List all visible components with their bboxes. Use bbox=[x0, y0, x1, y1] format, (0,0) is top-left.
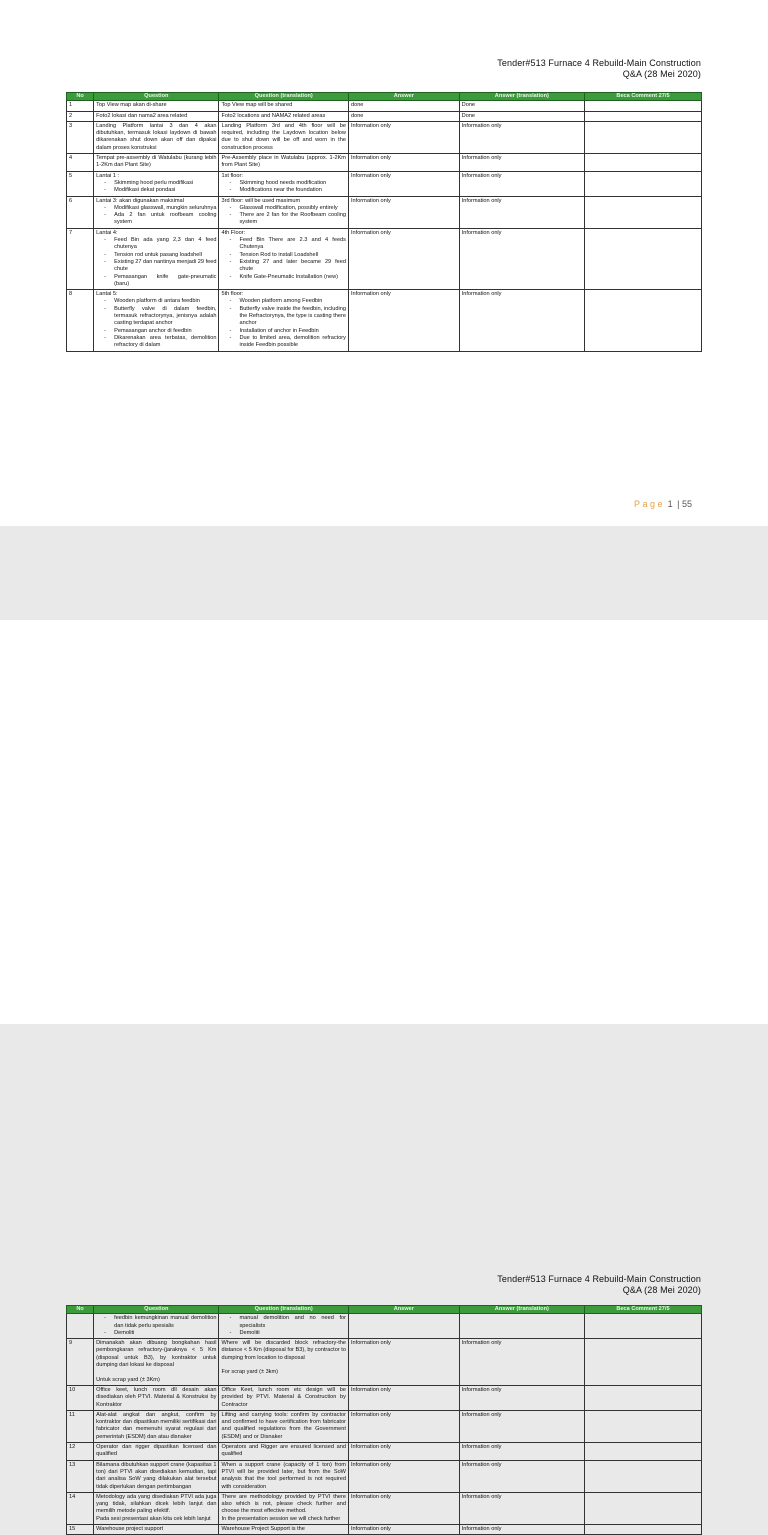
question-translation-bullet-item: - Demoliti bbox=[239, 1330, 346, 1337]
answer-translation-cell: Information only bbox=[459, 1443, 584, 1461]
question-translation-cell bbox=[219, 121, 349, 153]
col-header-answer-translation: Answer (translation) bbox=[459, 1306, 584, 1314]
answer-translation-cell: Information only bbox=[459, 196, 584, 228]
beca-comment-cell bbox=[585, 290, 702, 351]
question-text: Foto2 lokasi dan nama2 area related bbox=[96, 112, 188, 119]
question-cell bbox=[94, 1443, 219, 1461]
table-row bbox=[67, 121, 702, 153]
row-number: 9 bbox=[67, 1339, 94, 1386]
question-bullet-list bbox=[96, 205, 216, 227]
answer-translation-cell: Information only bbox=[459, 1385, 584, 1410]
col-header-question-translation: Question (translation) bbox=[219, 93, 349, 101]
question-translation-cell bbox=[219, 1460, 349, 1492]
question-translation-text: In the presentation session we will check further bbox=[221, 1515, 341, 1522]
answer-translation-cell: Information only bbox=[459, 1492, 584, 1524]
table-row bbox=[67, 1410, 702, 1442]
question-text: Tempat pre-assembly di Watulabu (kurang lebih 1-2Km dari Plant Site) bbox=[96, 155, 217, 169]
question-text: Warehouse project support bbox=[96, 1526, 164, 1533]
question-translation-cell bbox=[219, 1410, 349, 1442]
question-bullet-list bbox=[96, 1315, 216, 1337]
question-translation-cell bbox=[219, 1339, 349, 1386]
question-translation-bullet-item: - Wooden platform among Feedbin bbox=[239, 298, 346, 305]
page-footer bbox=[634, 499, 692, 509]
answer-cell: Information only bbox=[348, 1525, 459, 1535]
question-bullet-item: - Modifikasi glasswall, mungkin seluruhnya bbox=[114, 205, 216, 212]
answer-translation-cell: Information only bbox=[459, 154, 584, 172]
page-header bbox=[497, 58, 701, 80]
question-translation-bullet-item: - Tension Rod to install Loadshell bbox=[239, 252, 346, 259]
beca-comment-cell bbox=[585, 121, 702, 153]
beca-comment-cell bbox=[585, 1339, 702, 1386]
question-translation-text: Lifting and carrying tools: confirm by contractor and confirmed to have certification from fabricator and qualified regulations from the Government (ESDM) and or Disnaker bbox=[221, 1411, 346, 1440]
qa-table bbox=[66, 92, 702, 352]
col-header-question-translation: Question (translation) bbox=[219, 1306, 349, 1314]
qa-table bbox=[66, 1305, 702, 1535]
beca-comment-cell bbox=[585, 171, 702, 196]
question-translation-bullet-list bbox=[221, 205, 346, 227]
answer-cell: Information only bbox=[348, 1460, 459, 1492]
question-translation-bullet-item: - Due to limited area, demolition refractory inside Feedbin possible bbox=[239, 335, 346, 350]
beca-comment-cell bbox=[585, 111, 702, 121]
question-translation-text: There are methodology provided by PTVI there also which is not, please check further and choose the most effective method. bbox=[221, 1493, 346, 1515]
table-row bbox=[67, 1492, 702, 1524]
table-row bbox=[67, 111, 702, 121]
beca-comment-cell bbox=[585, 1492, 702, 1524]
beca-comment-cell bbox=[585, 1460, 702, 1492]
question-bullet-item: - Demoliti bbox=[114, 1330, 216, 1337]
answer-translation-cell: Done bbox=[459, 101, 584, 111]
page-gap bbox=[0, 526, 768, 620]
row-number: 15 bbox=[67, 1525, 94, 1535]
document-page-1 bbox=[0, 0, 768, 526]
question-text: Bilamana dibutuhkan support crane (kapasitas 1 ton) dari PTVI akan disediakan kemudian, tapi dari analisa SoW yang dilakukan alat tersebut tidak diperlukan dengan pertimbangan bbox=[96, 1461, 217, 1490]
row-number: 11 bbox=[67, 1410, 94, 1442]
question-translation-text: For scrap yard (± 3km) bbox=[221, 1369, 278, 1376]
qa-date: Q&A (28 Mei 2020) bbox=[622, 69, 701, 79]
row-number: 14 bbox=[67, 1492, 94, 1524]
question-translation-bullet-item: - Existing 27 and later became 29 feed chute bbox=[239, 259, 346, 274]
question-bullet-list bbox=[96, 180, 216, 195]
question-bullet-item: - Tension rod untuk pasang loadshell bbox=[114, 252, 216, 259]
answer-cell: Information only bbox=[348, 171, 459, 196]
page-header bbox=[497, 1274, 701, 1296]
question-translation-text: Top View map will be shared bbox=[221, 102, 293, 109]
question-translation-cell bbox=[219, 1314, 349, 1339]
question-translation-text bbox=[221, 1362, 346, 1369]
question-translation-bullet-list bbox=[221, 1315, 346, 1337]
col-header-answer: Answer bbox=[348, 93, 459, 101]
question-cell bbox=[94, 1460, 219, 1492]
question-cell bbox=[94, 111, 219, 121]
table-row bbox=[67, 1339, 702, 1386]
row-number: 10 bbox=[67, 1385, 94, 1410]
question-bullet-item: - Existing 27 dan nantinya menjadi 29 feed chute bbox=[114, 259, 216, 274]
answer-cell: Information only bbox=[348, 228, 459, 289]
question-cell bbox=[94, 154, 219, 172]
question-translation-cell bbox=[219, 290, 349, 351]
question-translation-cell bbox=[219, 154, 349, 172]
question-translation-text: Foto2 locations and NAMA2 related areas bbox=[221, 112, 326, 119]
answer-cell: Information only bbox=[348, 121, 459, 153]
answer-translation-cell: Done bbox=[459, 111, 584, 121]
answer-cell: Information only bbox=[348, 290, 459, 351]
col-header-answer: Answer bbox=[348, 1306, 459, 1314]
col-header-no: No bbox=[67, 1306, 94, 1314]
row-number: 2 bbox=[67, 111, 94, 121]
col-header-beca-comment: Beca Comment 27/5 bbox=[585, 1306, 702, 1314]
col-header-no: No bbox=[67, 93, 94, 101]
question-cell bbox=[94, 171, 219, 196]
answer-translation-cell: Information only bbox=[459, 1460, 584, 1492]
question-translation-bullet-item: - There are 2 fan for the Roofbeam cooling system bbox=[239, 212, 346, 227]
question-translation-text: Warehouse Project Support is the bbox=[221, 1526, 305, 1533]
tender-title: Tender#513 Furnace 4 Rebuild-Main Construction bbox=[497, 58, 701, 68]
answer-translation-cell: Information only bbox=[459, 1410, 584, 1442]
question-text: Lantai 5: bbox=[96, 291, 118, 298]
question-text bbox=[96, 1369, 216, 1376]
row-number: 7 bbox=[67, 228, 94, 289]
question-text: Landing Platform lantai 3 dan 4 akan dibutuhkan, termasuk lokasi laydown di bawah dikarenakan shut down akan off dan dipakai dalam proses konstruksi bbox=[96, 122, 217, 151]
answer-translation-cell bbox=[459, 1314, 584, 1339]
question-bullet-item: - Ada 2 fan untuk roofbeam cooling system bbox=[114, 212, 216, 227]
question-translation-cell bbox=[219, 1525, 349, 1535]
question-cell bbox=[94, 1525, 219, 1535]
table-header-row bbox=[67, 93, 702, 101]
question-translation-cell bbox=[219, 101, 349, 111]
question-translation-bullet-list bbox=[221, 237, 346, 281]
question-bullet-item: - Dikarenakan area terbatas, demolition refractory di dalam bbox=[114, 335, 216, 350]
question-cell bbox=[94, 196, 219, 228]
question-translation-bullet-item: - Modifications near the foundation bbox=[239, 187, 346, 194]
beca-comment-cell bbox=[585, 1410, 702, 1442]
question-text: Pada sesi presentasi akan kita cek lebih lanjut bbox=[96, 1515, 211, 1522]
question-text: Dimanakah akan dibuang bongkahan hasil pembongkaran refractory-(jaraknya < 5 Km (disposal untuk B3), by kontraktor untuk dumping dari lokasi ke disposal bbox=[96, 1340, 217, 1369]
beca-comment-cell bbox=[585, 228, 702, 289]
row-number bbox=[67, 1314, 94, 1339]
question-translation-bullet-list bbox=[221, 298, 346, 349]
question-translation-bullet-item: - Butterfly valve inside the feedbin, including the Refractorynya, the type is casting there anchor bbox=[239, 306, 346, 328]
table-row bbox=[67, 1314, 702, 1339]
qa-date: Q&A (28 Mei 2020) bbox=[622, 1285, 701, 1295]
beca-comment-cell bbox=[585, 154, 702, 172]
table-header-row bbox=[67, 1306, 702, 1314]
question-text: Lantai 3: akan digunakan maksimal bbox=[96, 197, 184, 204]
table-row bbox=[67, 1385, 702, 1410]
question-translation-cell bbox=[219, 111, 349, 121]
answer-cell: done bbox=[348, 101, 459, 111]
question-translation-cell bbox=[219, 1385, 349, 1410]
beca-comment-cell bbox=[585, 1525, 702, 1535]
row-number: 8 bbox=[67, 290, 94, 351]
answer-cell: Information only bbox=[348, 154, 459, 172]
table-row bbox=[67, 228, 702, 289]
question-translation-text: When a support crane (capacity of 1 ton) from PTVI will be provided later, but from the SoW analysis that the tool performed is not required with consideration bbox=[221, 1461, 346, 1490]
question-cell bbox=[94, 101, 219, 111]
answer-cell: Information only bbox=[348, 1492, 459, 1524]
page-word: Page bbox=[634, 499, 666, 509]
question-cell bbox=[94, 121, 219, 153]
question-translation-cell bbox=[219, 171, 349, 196]
answer-cell: Information only bbox=[348, 196, 459, 228]
beca-comment-cell bbox=[585, 1314, 702, 1339]
question-translation-text: 1st floor: bbox=[221, 172, 243, 179]
question-translation-bullet-list bbox=[221, 180, 346, 195]
answer-translation-cell: Information only bbox=[459, 1339, 584, 1386]
row-number: 6 bbox=[67, 196, 94, 228]
col-header-question: Question bbox=[94, 93, 219, 101]
question-text: Office keet, lunch room dll desain akan disediakan oleh PTVI. Material & Konstruksi by Kontraktor bbox=[96, 1386, 217, 1408]
question-text: Lantai 1 : bbox=[96, 172, 120, 179]
question-translation-bullet-item: - Glasswall modification, possibly entirely bbox=[239, 205, 346, 212]
answer-translation-cell: Information only bbox=[459, 1525, 584, 1535]
question-translation-text: Where will be discarded block refractory-the distance < 5 Km (disposal for B3), by contractor to dumping from location to disposal bbox=[221, 1340, 346, 1361]
question-translation-text: Operators and Rigger are ensured licensed and qualified bbox=[221, 1444, 346, 1458]
table-row bbox=[67, 1443, 702, 1461]
answer-translation-cell: Information only bbox=[459, 290, 584, 351]
page-total: 55 bbox=[681, 499, 692, 509]
question-text: Lantai 4: bbox=[96, 229, 118, 236]
row-number: 3 bbox=[67, 121, 94, 153]
document-page-2 bbox=[0, 620, 768, 1533]
question-translation-cell bbox=[219, 196, 349, 228]
question-bullet-item: - Butterfly valve di dalam feedbin, termasuk refractorynya, jenisnya adalah casting terdapat anchor bbox=[114, 306, 216, 328]
answer-cell: Information only bbox=[348, 1410, 459, 1442]
row-number: 4 bbox=[67, 154, 94, 172]
beca-comment-cell bbox=[585, 1443, 702, 1461]
answer-translation-cell: Information only bbox=[459, 171, 584, 196]
answer-cell: Information only bbox=[348, 1385, 459, 1410]
answer-cell: Information only bbox=[348, 1339, 459, 1386]
answer-translation-cell: Information only bbox=[459, 121, 584, 153]
question-bullet-item: - Skimming hood perlu modifikasi bbox=[114, 180, 216, 187]
beca-comment-cell bbox=[585, 196, 702, 228]
question-text: Top View map akan di-share bbox=[96, 102, 167, 109]
question-text: Untuk scrap yard (± 3Km) bbox=[96, 1376, 160, 1383]
question-translation-text: Pre-Assembly place in Watulabu (approx. 1-2Km from Plant Site) bbox=[221, 155, 346, 169]
question-translation-bullet-item: - Feed Bin There are 2.3 and 4 feeds Chutenya bbox=[239, 237, 346, 252]
question-bullet-list bbox=[96, 298, 216, 349]
question-cell bbox=[94, 1492, 219, 1524]
question-translation-cell bbox=[219, 1443, 349, 1461]
table-row bbox=[67, 1460, 702, 1492]
question-text: Operator dan rigger dipastikan licensed dan qualified bbox=[96, 1444, 217, 1458]
question-translation-cell bbox=[219, 1492, 349, 1524]
question-text: Metodology ada yang disediakan PTVI ada juga yang tidak, silahkan dicek lebih lanjut dan memilih metode paling efektif. bbox=[96, 1493, 217, 1515]
table-row bbox=[67, 290, 702, 351]
question-bullet-item: - Modifikasi dekat pondasi bbox=[114, 187, 216, 194]
question-cell bbox=[94, 1410, 219, 1442]
table-row bbox=[67, 171, 702, 196]
answer-cell bbox=[348, 1314, 459, 1339]
table-row bbox=[67, 1525, 702, 1535]
table-row bbox=[67, 101, 702, 111]
page-separator: | bbox=[677, 499, 680, 509]
question-translation-bullet-item: - Installation of anchor in Feedbin bbox=[239, 328, 346, 335]
answer-translation-cell: Information only bbox=[459, 228, 584, 289]
row-number: 13 bbox=[67, 1460, 94, 1492]
question-bullet-item: - Feed Bin ada yang 2,3 dan 4 feed chutenya bbox=[114, 237, 216, 252]
question-bullet-item: - Wooden platform di antara feedbin bbox=[114, 298, 216, 305]
question-cell bbox=[94, 228, 219, 289]
tender-title: Tender#513 Furnace 4 Rebuild-Main Construction bbox=[497, 1274, 701, 1284]
question-translation-text: 3rd floor: will be used maximum bbox=[221, 197, 301, 204]
question-translation-text: Office Keet, lunch room etc design will be provided by PTVI. Material & Construction by Contractor bbox=[221, 1386, 346, 1408]
row-number: 12 bbox=[67, 1443, 94, 1461]
beca-comment-cell bbox=[585, 101, 702, 111]
row-number: 1 bbox=[67, 101, 94, 111]
question-bullet-list bbox=[96, 237, 216, 288]
question-bullet-item: - Pemasangan knife gate-pneumatic (baru) bbox=[114, 274, 216, 289]
question-translation-text: 4th Floor: bbox=[221, 229, 246, 236]
question-bullet-item: - Pemasangan anchor di feedbin bbox=[114, 328, 216, 335]
question-cell bbox=[94, 1314, 219, 1339]
question-translation-cell bbox=[219, 228, 349, 289]
question-text: Alat-alat angkat dan angkut, confirm by kontraktor dan dipastikan memiliki sertifikasi dari fabricator dan memenuhi syarat regulasi dari pemerintah (ESDM) dan atau disnaker bbox=[96, 1411, 217, 1440]
row-number: 5 bbox=[67, 171, 94, 196]
question-translation-text: 5th floor: bbox=[221, 291, 244, 298]
beca-comment-cell bbox=[585, 1385, 702, 1410]
table-row bbox=[67, 196, 702, 228]
question-cell bbox=[94, 1339, 219, 1386]
question-bullet-item: - feedbin kemungkinan manual demolition dan tidak perlu spesialis bbox=[114, 1315, 216, 1330]
col-header-question: Question bbox=[94, 1306, 219, 1314]
page-number: 1 bbox=[667, 499, 673, 509]
col-header-answer-translation: Answer (translation) bbox=[459, 93, 584, 101]
answer-cell: Information only bbox=[348, 1443, 459, 1461]
col-header-beca-comment: Beca Comment 27/5 bbox=[585, 93, 702, 101]
question-translation-bullet-item: - manual demolition and no need for specialists bbox=[239, 1315, 346, 1330]
table-row bbox=[67, 154, 702, 172]
question-cell bbox=[94, 1385, 219, 1410]
question-cell bbox=[94, 290, 219, 351]
answer-cell: done bbox=[348, 111, 459, 121]
question-translation-bullet-item: - Skimming hood needs modification bbox=[239, 180, 346, 187]
question-translation-text: Landing Platform 3rd and 4th floor will be required, including the Laydown location below due to shut down will be off and worn in the construction process bbox=[221, 122, 346, 151]
question-translation-bullet-item: - Knife Gate-Pneumatic Installation (new) bbox=[239, 274, 346, 281]
